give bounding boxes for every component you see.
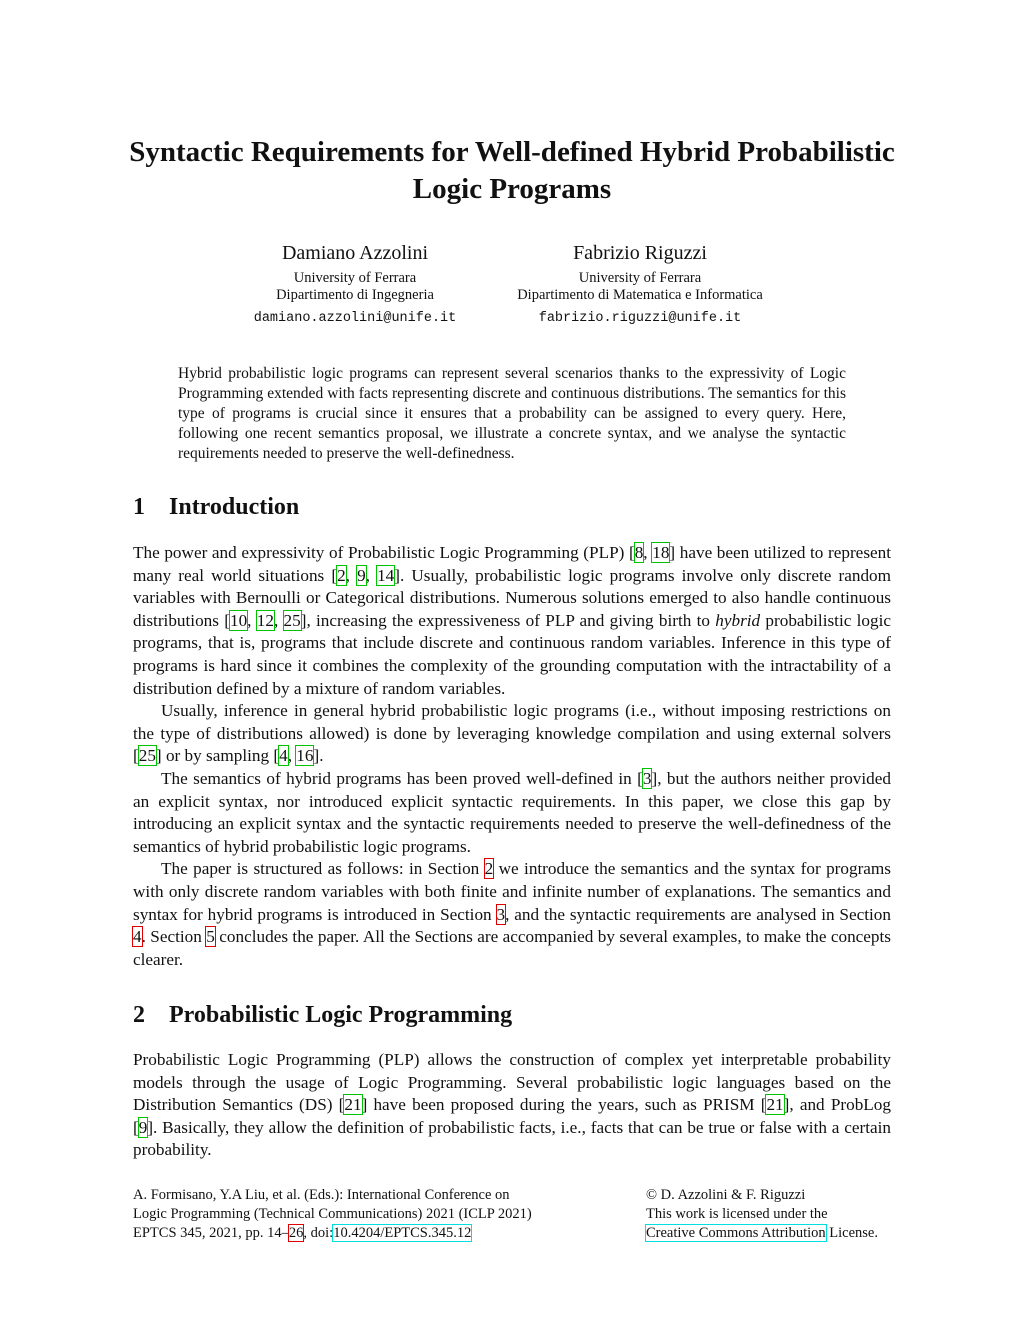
page-link[interactable]: 26 [288, 1225, 304, 1241]
section-heading-introduction [133, 494, 299, 521]
author-name: Damiano Azzolini [281, 242, 429, 264]
citation-link[interactable]: 9 [138, 1117, 148, 1137]
section-number: 2 [133, 1002, 145, 1028]
affiliation-line: Dipartimento di Ingegneria [276, 287, 434, 303]
footer-left [133, 1186, 603, 1243]
citation-link[interactable]: 14 [377, 565, 395, 585]
section-link[interactable]: 3 [496, 904, 506, 924]
section-title: Probabilistic Logic Programming [169, 1002, 513, 1028]
affiliation-line: University of Ferrara [293, 270, 417, 286]
citation-link[interactable]: 18 [652, 543, 670, 562]
emphasis-text: hybrid [715, 610, 761, 630]
author-block-1 [195, 240, 515, 326]
affiliation-line: University of Ferrara [578, 270, 702, 286]
section-link[interactable]: 5 [206, 927, 215, 947]
author-affiliation [195, 270, 515, 304]
license-line: Creative Commons Attribution License. [646, 1225, 878, 1241]
citation-link[interactable]: 25 [138, 746, 156, 766]
section-link[interactable]: 2 [484, 859, 494, 879]
citation-link[interactable]: 3 [642, 768, 652, 788]
paragraph: The semantics of hybrid programs has been proved well-defined in [3], but the authors neither provided an explicit syntax, nor introduced explicit syntactic requirements. In this paper, we close this gap by introducing an explicit syntax and the syntactic requirements needed to preserve the well-definedness of the semantics of hybrid probabilistic logic programs. [133, 768, 891, 856]
citation-link[interactable]: 9 [357, 565, 366, 585]
introduction-body [133, 542, 891, 971]
paragraph: Probabilistic Logic Programming (PLP) allows the construction of complex yet interpretable probability models through the usage of Logic Programming. Several probabilistic logic languages based on the Distribution Semantics (DS) [21] have been proposed during the years, such as PRISM [21], and ProbLog [9]. Basically, they allow the definition of probabilistic facts, i.e., facts that can be true or false with a certain probability. [133, 1050, 891, 1160]
author-email: damiano.azzolini@unife.it [253, 311, 457, 326]
citation-link[interactable]: 8 [634, 543, 644, 562]
section-number: 1 [133, 494, 145, 520]
footer-line: Logic Programming (Technical Communications) 2021 (ICLP 2021) [133, 1206, 532, 1222]
citation-link[interactable]: 21 [344, 1095, 362, 1115]
affiliation-line: Dipartimento di Matematica e Informatica [517, 287, 763, 303]
footer-right [646, 1186, 906, 1243]
author-affiliation [480, 270, 800, 304]
citation-link[interactable]: 12 [256, 610, 274, 630]
doi-link[interactable]: 10.4204/EPTCS.345.12 [333, 1225, 472, 1241]
citation-link[interactable]: 16 [296, 746, 314, 766]
copyright-line: © D. Azzolini & F. Riguzzi [646, 1187, 806, 1203]
author-block-2 [480, 240, 800, 326]
license-line: This work is licensed under the [646, 1206, 828, 1222]
paper-title: Syntactic Requirements for Well-defined Hybrid Probabilistic Logic Programs [129, 136, 895, 205]
license-link[interactable]: Creative Commons Attribution [646, 1225, 826, 1241]
citation-link[interactable]: 21 [766, 1095, 784, 1115]
section-heading-plp [133, 1002, 512, 1029]
author-email: fabrizio.riguzzi@unife.it [538, 311, 742, 326]
citation-link[interactable]: 25 [283, 610, 301, 630]
citation-link[interactable]: 4 [279, 746, 288, 766]
citation-link[interactable]: 2 [337, 565, 346, 585]
paragraph: Usually, inference in general hybrid probabilistic logic programs (i.e., without imposing restrictions on the type of distributions allowed) is done by leveraging knowledge compilation and using external solvers [25] or by sampling [4, 16]. [133, 701, 891, 766]
author-name: Fabrizio Riguzzi [573, 242, 707, 264]
paragraph: The paper is structured as follows: in Section 2 we introduce the semantics and the syntax for programs with only discrete random variables with both finite and infinite number of explanations. The semantics and syntax for hybrid programs is introduced in Section 3, and the syntactic requirements are analysed in Section 4. Section 5 concludes the paper. All the Sections are accompanied by several examples, to make the concepts clearer. [133, 859, 891, 969]
abstract: Hybrid probabilistic logic programs can represent several scenarios thanks to the expressivity of Logic Programming extended with facts representing discrete and continuous distributions. The semantics for this type of programs is crucial since it ensures that a probability can be assigned to every query. Here, following one recent semantics proposal, we illustrate a concrete syntax, and we analyse the syntactic requirements needed to preserve the well-definedness. [178, 365, 846, 462]
footer-line: EPTCS 345, 2021, pp. 14–26, doi:10.4204/EPTCS.345.12 [133, 1225, 472, 1241]
paragraph: The power and expressivity of Probabilistic Logic Programming (PLP) [8, 18] have been utilized to represent many real world situations [2, 9, 14]. Usually, probabilistic logic programs involve only discrete random variables with Bernoulli or Categorical distributions. Numerous solutions emerged to also handle continuous distributions [10, 12, 25], increasing the expressiveness of PLP and giving birth to hybrid probabilistic logic programs, that is, programs that include discrete and continuous random variables. Inference in this type of programs is hard since it combines the complexity of the grounding computation with the intractability of a distribution defined by a mixture of random variables. [133, 543, 892, 698]
section-title: Introduction [169, 494, 300, 520]
citation-link[interactable]: 10 [229, 610, 248, 630]
section-link[interactable]: 4 [133, 927, 142, 947]
footer-line: A. Formisano, Y.A Liu, et al. (Eds.): International Conference on [133, 1187, 510, 1203]
plp-body [133, 1049, 891, 1162]
